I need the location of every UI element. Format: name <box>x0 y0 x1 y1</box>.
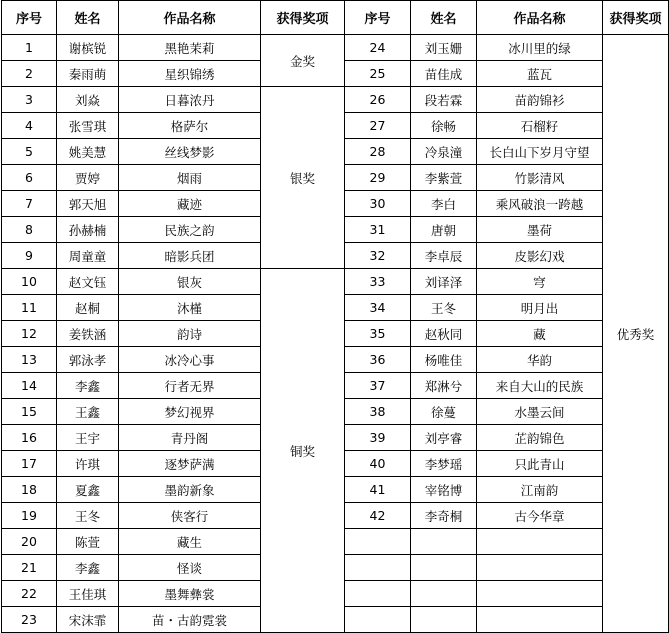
entry-name <box>411 555 477 581</box>
entry-work: 来自大山的民族 <box>477 373 603 399</box>
awards-table-container <box>1 0 669 633</box>
header-work: 作品名称 <box>477 1 603 35</box>
entry-name: 郑淋兮 <box>411 373 477 399</box>
entry-work: 苗・古韵霓裳 <box>119 607 261 633</box>
entry-work: 华韵 <box>477 347 603 373</box>
entry-work: 藏迹 <box>119 191 261 217</box>
entry-number: 20 <box>2 529 57 555</box>
table-row <box>2 269 669 295</box>
entry-work: 沐槿 <box>119 295 261 321</box>
entry-work: 星织锦绣 <box>119 61 261 87</box>
entry-work: 明月出 <box>477 295 603 321</box>
entry-name: 许琪 <box>57 451 119 477</box>
header-number: 序号 <box>345 1 411 35</box>
header-award: 获得奖项 <box>261 1 345 35</box>
awards-table <box>1 0 669 633</box>
entry-number: 34 <box>345 295 411 321</box>
entry-work: 格萨尔 <box>119 113 261 139</box>
entry-work: 蓝瓦 <box>477 61 603 87</box>
entry-number: 27 <box>345 113 411 139</box>
header-name: 姓名 <box>57 1 119 35</box>
entry-number: 5 <box>2 139 57 165</box>
entry-name: 王冬 <box>411 295 477 321</box>
entry-work: 藏 <box>477 321 603 347</box>
entry-name: 段若霖 <box>411 87 477 113</box>
entry-name: 李紫萱 <box>411 165 477 191</box>
entry-name: 贾婷 <box>57 165 119 191</box>
entry-work: 苗韵锦衫 <box>477 87 603 113</box>
award-bronze-cell: 铜奖 <box>261 269 345 633</box>
entry-name: 刘玉姗 <box>411 35 477 61</box>
entry-number: 19 <box>2 503 57 529</box>
entry-name: 王佳琪 <box>57 581 119 607</box>
entry-work: 梦幻视界 <box>119 399 261 425</box>
entry-work: 藏生 <box>119 529 261 555</box>
entry-number: 12 <box>2 321 57 347</box>
award-excellent-cell: 优秀奖 <box>603 35 669 633</box>
entry-work: 墨荷 <box>477 217 603 243</box>
entry-number: 21 <box>2 555 57 581</box>
entry-name: 郭天旭 <box>57 191 119 217</box>
entry-number: 7 <box>2 191 57 217</box>
entry-work: 韵诗 <box>119 321 261 347</box>
entry-name: 姚美慧 <box>57 139 119 165</box>
header-award: 获得奖项 <box>603 1 669 35</box>
table-body <box>2 35 669 633</box>
entry-work: 长白山下岁月守望 <box>477 139 603 165</box>
header-work: 作品名称 <box>119 1 261 35</box>
entry-work: 暗影兵团 <box>119 243 261 269</box>
entry-name: 谢槟锐 <box>57 35 119 61</box>
entry-number: 32 <box>345 243 411 269</box>
entry-number: 39 <box>345 425 411 451</box>
header-name: 姓名 <box>411 1 477 35</box>
entry-name: 赵文钰 <box>57 269 119 295</box>
entry-number: 4 <box>2 113 57 139</box>
entry-number: 24 <box>345 35 411 61</box>
entry-number: 23 <box>2 607 57 633</box>
entry-work: 芷韵锦色 <box>477 425 603 451</box>
entry-number: 2 <box>2 61 57 87</box>
entry-number: 22 <box>2 581 57 607</box>
entry-number: 13 <box>2 347 57 373</box>
entry-name: 冷泉潼 <box>411 139 477 165</box>
entry-name: 郭泳孝 <box>57 347 119 373</box>
entry-number: 37 <box>345 373 411 399</box>
entry-work: 冰冷心事 <box>119 347 261 373</box>
entry-number: 14 <box>2 373 57 399</box>
entry-number: 28 <box>345 139 411 165</box>
entry-name <box>411 581 477 607</box>
entry-work: 行者无界 <box>119 373 261 399</box>
table-row <box>2 35 669 61</box>
entry-number: 25 <box>345 61 411 87</box>
entry-work: 墨舞彝裳 <box>119 581 261 607</box>
entry-number: 16 <box>2 425 57 451</box>
entry-number: 9 <box>2 243 57 269</box>
entry-work: 皮影幻戏 <box>477 243 603 269</box>
entry-work: 青丹阁 <box>119 425 261 451</box>
entry-name: 孙赫楠 <box>57 217 119 243</box>
entry-name: 姜铁涵 <box>57 321 119 347</box>
award-gold-cell: 金奖 <box>261 35 345 87</box>
entry-name: 杨唯佳 <box>411 347 477 373</box>
entry-name: 李梦瑶 <box>411 451 477 477</box>
entry-number: 1 <box>2 35 57 61</box>
entry-work: 丝线梦影 <box>119 139 261 165</box>
entry-number: 35 <box>345 321 411 347</box>
entry-number: 29 <box>345 165 411 191</box>
entry-name: 李鑫 <box>57 373 119 399</box>
entry-number: 30 <box>345 191 411 217</box>
entry-name <box>411 607 477 633</box>
entry-work: 墨韵新象 <box>119 477 261 503</box>
entry-work: 穹 <box>477 269 603 295</box>
entry-name: 徐畅 <box>411 113 477 139</box>
entry-name: 刘焱 <box>57 87 119 113</box>
entry-number: 26 <box>345 87 411 113</box>
entry-name: 李奇桐 <box>411 503 477 529</box>
entry-name: 苗佳成 <box>411 61 477 87</box>
entry-name <box>411 529 477 555</box>
entry-name: 张雪琪 <box>57 113 119 139</box>
entry-work <box>477 581 603 607</box>
entry-number: 6 <box>2 165 57 191</box>
header-row <box>2 1 669 35</box>
entry-number <box>345 581 411 607</box>
entry-number: 33 <box>345 269 411 295</box>
entry-work: 冰川里的绿 <box>477 35 603 61</box>
entry-number: 40 <box>345 451 411 477</box>
entry-work: 怪谈 <box>119 555 261 581</box>
entry-number <box>345 607 411 633</box>
entry-number: 31 <box>345 217 411 243</box>
entry-name: 宰铭博 <box>411 477 477 503</box>
entry-name: 王鑫 <box>57 399 119 425</box>
entry-work: 只此青山 <box>477 451 603 477</box>
entry-name: 李白 <box>411 191 477 217</box>
entry-name: 徐蔓 <box>411 399 477 425</box>
entry-name: 李鑫 <box>57 555 119 581</box>
entry-work <box>477 607 603 633</box>
entry-number: 8 <box>2 217 57 243</box>
entry-name: 赵桐 <box>57 295 119 321</box>
entry-number <box>345 529 411 555</box>
entry-name: 夏鑫 <box>57 477 119 503</box>
entry-name: 刘亭睿 <box>411 425 477 451</box>
entry-number: 18 <box>2 477 57 503</box>
entry-work: 日暮浓丹 <box>119 87 261 113</box>
entry-work: 银灰 <box>119 269 261 295</box>
entry-work: 乘风破浪一跨越 <box>477 191 603 217</box>
entry-number: 10 <box>2 269 57 295</box>
entry-work: 烟雨 <box>119 165 261 191</box>
entry-work <box>477 555 603 581</box>
entry-work: 古今华章 <box>477 503 603 529</box>
entry-name: 刘译泽 <box>411 269 477 295</box>
entry-number: 11 <box>2 295 57 321</box>
entry-work: 石榴籽 <box>477 113 603 139</box>
entry-number <box>345 555 411 581</box>
entry-name: 赵秋同 <box>411 321 477 347</box>
table-row <box>2 87 669 113</box>
entry-number: 41 <box>345 477 411 503</box>
entry-work: 民族之韵 <box>119 217 261 243</box>
entry-work: 竹影清风 <box>477 165 603 191</box>
entry-work: 江南韵 <box>477 477 603 503</box>
entry-number: 42 <box>345 503 411 529</box>
entry-name: 陈萱 <box>57 529 119 555</box>
entry-name: 李卓辰 <box>411 243 477 269</box>
entry-name: 王宇 <box>57 425 119 451</box>
header-number: 序号 <box>2 1 57 35</box>
entry-name: 宋沫霏 <box>57 607 119 633</box>
entry-work: 侠客行 <box>119 503 261 529</box>
entry-name: 王冬 <box>57 503 119 529</box>
entry-name: 唐朝 <box>411 217 477 243</box>
entry-number: 3 <box>2 87 57 113</box>
entry-number: 38 <box>345 399 411 425</box>
entry-number: 36 <box>345 347 411 373</box>
entry-work: 黑艳茉莉 <box>119 35 261 61</box>
entry-work: 逐梦萨满 <box>119 451 261 477</box>
entry-work: 水墨云间 <box>477 399 603 425</box>
award-silver-cell: 银奖 <box>261 87 345 269</box>
entry-number: 15 <box>2 399 57 425</box>
entry-name: 周童童 <box>57 243 119 269</box>
entry-work <box>477 529 603 555</box>
entry-name: 秦雨萌 <box>57 61 119 87</box>
entry-number: 17 <box>2 451 57 477</box>
